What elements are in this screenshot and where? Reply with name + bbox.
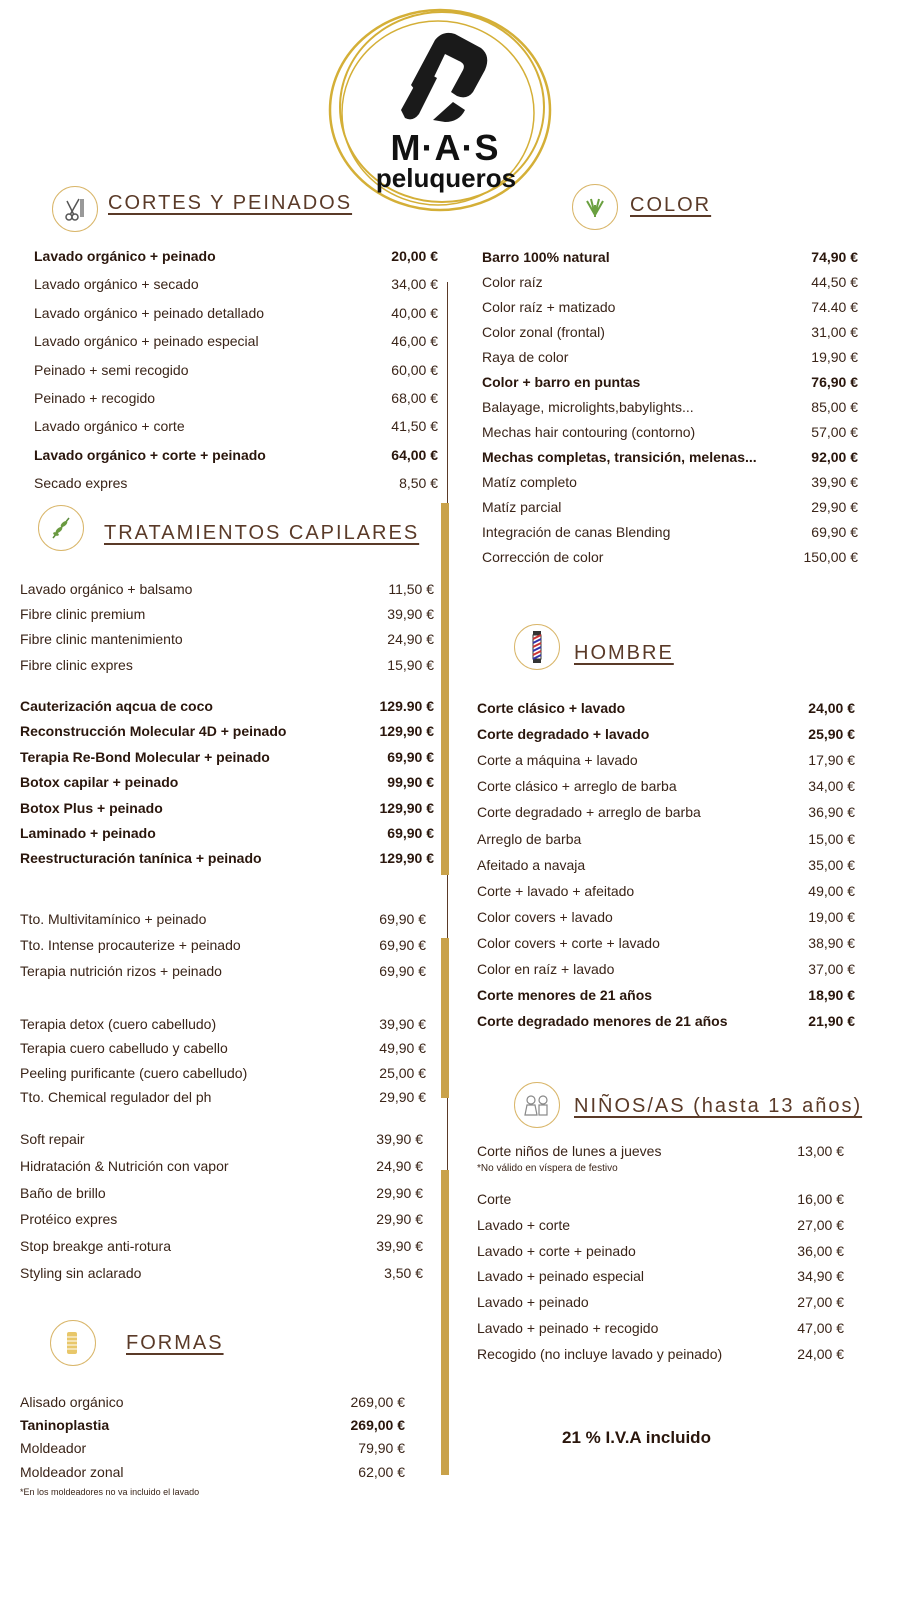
menu-item	[20, 654, 434, 676]
menu-item	[20, 1461, 405, 1483]
menu-item	[477, 697, 855, 719]
item-name: Terapia Re-Bond Molecular + peinado	[20, 749, 270, 765]
menu-item	[20, 771, 434, 793]
item-price: 20,00 €	[391, 248, 438, 264]
menu-item	[20, 1182, 423, 1204]
item-name: Terapia cuero cabelludo y cabello	[20, 1040, 228, 1056]
menu-item	[482, 271, 858, 293]
kids-icon	[514, 1082, 560, 1128]
item-price: 49,00 €	[808, 883, 855, 899]
item-name: Lavado + corte + peinado	[477, 1243, 636, 1259]
menu-item	[34, 387, 438, 409]
item-price: 8,50 €	[399, 475, 438, 491]
logo-subtitle: peluqueros	[375, 163, 517, 193]
item-name: Raya de color	[482, 349, 569, 365]
item-price: 150,00 €	[803, 549, 858, 565]
menu-item	[34, 472, 438, 494]
item-price: 39,90 €	[387, 606, 434, 622]
item-price: 85,00 €	[811, 399, 858, 415]
menu-item	[20, 1037, 426, 1059]
section-title-tratamientos: TRATAMIENTOS CAPILARES	[104, 522, 420, 544]
menu-item	[477, 749, 855, 771]
menu-item	[20, 847, 434, 869]
item-name: Hidratación & Nutrición con vapor	[20, 1158, 229, 1174]
item-price: 92,00 €	[811, 449, 858, 465]
menu-item	[20, 1414, 405, 1436]
item-name: Lavado + peinado + recogido	[477, 1320, 659, 1336]
item-price: 39,90 €	[811, 474, 858, 490]
item-price: 35,00 €	[808, 857, 855, 873]
gold-bar-2	[441, 938, 449, 1098]
item-price: 129,90 €	[379, 723, 434, 739]
item-name: Lavado orgánico + corte	[34, 418, 185, 434]
item-name: Peeling purificante (cuero cabelludo)	[20, 1065, 248, 1081]
item-price: 46,00 €	[391, 333, 438, 349]
item-name: Corte	[477, 1191, 512, 1207]
menu-item	[34, 302, 438, 324]
item-price: 19,00 €	[808, 909, 855, 925]
item-price: 31,00 €	[811, 324, 858, 340]
item-name: Cauterización aqcua de coco	[20, 698, 213, 714]
menu-item	[477, 1240, 844, 1262]
item-name: Taninoplastia	[20, 1417, 110, 1433]
item-price: 29,90 €	[379, 1089, 426, 1105]
item-name: Botox Plus + peinado	[20, 800, 163, 816]
item-name: Peinado + recogido	[34, 390, 156, 406]
item-name: Matíz parcial	[482, 499, 562, 515]
item-price: 36,90 €	[808, 804, 855, 820]
menu-item	[20, 578, 434, 600]
menu-item	[20, 1262, 423, 1284]
section-title-formas: FORMAS	[126, 1332, 224, 1354]
item-name: Terapia detox (cuero cabelludo)	[20, 1016, 217, 1032]
menu-item	[20, 1013, 426, 1035]
item-name: Lavado orgánico + secado	[34, 276, 199, 292]
item-name: Laminado + peinado	[20, 825, 156, 841]
item-name: Fibre clinic expres	[20, 657, 133, 673]
item-price: 18,90 €	[808, 987, 855, 1003]
item-name: Moldeador	[20, 1440, 87, 1456]
item-price: 24,00 €	[797, 1346, 844, 1362]
item-name: Corte degradado menores de 21 años	[477, 1013, 728, 1029]
section-title-color: COLOR	[630, 194, 712, 216]
item-price: 25,00 €	[379, 1065, 426, 1081]
item-name: Corte menores de 21 años	[477, 987, 653, 1003]
item-name: Terapia nutrición rizos + peinado	[20, 963, 222, 979]
item-name: Corte degradado + lavado	[477, 726, 650, 742]
item-name: Lavado orgánico + balsamo	[20, 581, 193, 597]
menu-item	[34, 444, 438, 466]
item-name: Color raíz	[482, 274, 543, 290]
menu-item	[20, 1391, 405, 1413]
menu-item	[20, 1437, 405, 1459]
item-price: 17,90 €	[808, 752, 855, 768]
item-price: 34,90 €	[797, 1268, 844, 1284]
menu-item	[482, 521, 858, 543]
menu-item	[20, 1208, 423, 1230]
menu-item	[482, 246, 858, 268]
item-name: Corrección de color	[482, 549, 604, 565]
item-name: Mechas hair contouring (contorno)	[482, 424, 696, 440]
item-price: 49,90 €	[379, 1040, 426, 1056]
menu-item	[477, 1317, 844, 1339]
menu-item	[34, 330, 438, 352]
menu-item	[482, 471, 858, 493]
menu-item	[482, 496, 858, 518]
item-price: 269,00 €	[350, 1417, 405, 1433]
item-price: 37,00 €	[808, 961, 855, 977]
item-price: 74.40 €	[811, 299, 858, 315]
formas-note: *En los moldeadores no va incluido el lavado	[20, 1487, 200, 1497]
item-name: Tto. Chemical regulador del ph	[20, 1089, 212, 1105]
item-name: Reconstrucción Molecular 4D + peinado	[20, 723, 287, 739]
comb-icon	[50, 1320, 96, 1366]
item-name: Peinado + semi recogido	[34, 362, 189, 378]
item-name: Corte clásico + arreglo de barba	[477, 778, 677, 794]
menu-item	[477, 775, 855, 797]
item-price: 69,90 €	[379, 963, 426, 979]
item-name: Fibre clinic mantenimiento	[20, 631, 183, 647]
menu-item	[20, 746, 434, 768]
menu-item	[34, 415, 438, 437]
item-price: 27,00 €	[797, 1294, 844, 1310]
logo-title: M·A·S	[390, 127, 500, 168]
menu-item	[20, 908, 426, 930]
item-name: Lavado orgánico + peinado	[34, 248, 216, 264]
menu-item	[34, 245, 438, 267]
item-price: 29,90 €	[811, 499, 858, 515]
item-price: 15,00 €	[808, 831, 855, 847]
item-name: Corte degradado + arreglo de barba	[477, 804, 701, 820]
item-price: 13,00 €	[797, 1143, 844, 1159]
item-name: Balayage, microlights,babylights...	[482, 399, 694, 415]
item-price: 69,90 €	[379, 911, 426, 927]
item-name: Moldeador zonal	[20, 1464, 124, 1480]
item-price: 69,90 €	[379, 937, 426, 953]
item-price: 24,90 €	[376, 1158, 423, 1174]
item-price: 76,90 €	[811, 374, 858, 390]
menu-item	[477, 958, 855, 980]
menu-item	[20, 1086, 426, 1108]
item-price: 11,50 €	[388, 581, 434, 597]
item-price: 29,90 €	[376, 1211, 423, 1227]
item-name: Lavado orgánico + peinado detallado	[34, 305, 265, 321]
item-name: Lavado orgánico + peinado especial	[34, 333, 259, 349]
item-name: Color covers + lavado	[477, 909, 613, 925]
item-name: Barro 100% natural	[482, 249, 610, 265]
item-name: Stop breakge anti-rotura	[20, 1238, 171, 1254]
menu-item	[477, 854, 855, 876]
menu-item	[20, 695, 434, 717]
menu-item	[482, 321, 858, 343]
item-price: 129,90 €	[379, 850, 434, 866]
item-name: Baño de brillo	[20, 1185, 106, 1201]
item-price: 99,90 €	[387, 774, 434, 790]
menu-item	[20, 797, 434, 819]
item-price: 69,90 €	[387, 749, 434, 765]
item-price: 15,90 €	[387, 657, 434, 673]
item-name: Protéico expres	[20, 1211, 118, 1227]
menu-item	[20, 1155, 423, 1177]
menu-item	[477, 1214, 844, 1236]
item-price: 44,50 €	[811, 274, 858, 290]
item-price: 34,00 €	[808, 778, 855, 794]
menu-item	[20, 960, 426, 982]
item-price: 129,90 €	[379, 800, 434, 816]
item-name: Lavado + corte	[477, 1217, 571, 1233]
item-name: Corte niños de lunes a jueves	[477, 1143, 662, 1159]
item-price: 39,90 €	[376, 1131, 423, 1147]
item-price: 34,00 €	[391, 276, 438, 292]
menu-item	[482, 371, 858, 393]
item-name: Matíz completo	[482, 474, 577, 490]
iva-note: 21 % I.V.A incluido	[562, 1428, 711, 1447]
item-price: 62,00 €	[358, 1464, 405, 1480]
item-name: Afeitado a navaja	[477, 857, 586, 873]
gold-bar-1	[441, 503, 449, 875]
item-price: 79,90 €	[358, 1440, 405, 1456]
menu-item	[482, 296, 858, 318]
item-price: 38,90 €	[808, 935, 855, 951]
menu-item	[477, 984, 855, 1006]
menu-item	[477, 723, 855, 745]
menu-item	[20, 1062, 426, 1084]
item-name: Corte + lavado + afeitado	[477, 883, 635, 899]
scissors-comb-icon	[52, 186, 98, 232]
item-name: Color covers + corte + lavado	[477, 935, 660, 951]
item-name: Recogido (no incluye lavado y peinado)	[477, 1346, 723, 1362]
item-name: Fibre clinic premium	[20, 606, 146, 622]
menu-item	[477, 1188, 844, 1210]
item-price: 269,00 €	[350, 1394, 405, 1410]
item-price: 40,00 €	[391, 305, 438, 321]
item-name: Color zonal (frontal)	[482, 324, 605, 340]
ninos-note: *No válido en víspera de festivo	[477, 1163, 618, 1174]
item-price: 41,50 €	[391, 418, 438, 434]
gold-bar-3	[441, 1170, 449, 1475]
item-price: 74,90 €	[811, 249, 858, 265]
item-price: 36,00 €	[797, 1243, 844, 1259]
item-name: Lavado + peinado	[477, 1294, 589, 1310]
item-price: 16,00 €	[797, 1191, 844, 1207]
item-name: Soft repair	[20, 1131, 85, 1147]
menu-item	[20, 603, 434, 625]
item-price: 24,90 €	[387, 631, 434, 647]
item-price: 47,00 €	[797, 1320, 844, 1336]
menu-item	[482, 421, 858, 443]
item-name: Styling sin aclarado	[20, 1265, 142, 1281]
menu-item	[477, 1343, 844, 1365]
menu-item	[477, 932, 855, 954]
item-name: Arreglo de barba	[477, 831, 582, 847]
ninos-first-item	[477, 1140, 844, 1162]
item-price: 68,00 €	[391, 390, 438, 406]
item-price: 60,00 €	[391, 362, 438, 378]
item-price: 19,90 €	[811, 349, 858, 365]
menu-item	[482, 396, 858, 418]
item-price: 129.90 €	[379, 698, 434, 714]
leaf-icon	[38, 505, 84, 551]
menu-item	[477, 906, 855, 928]
item-name: Alisado orgánico	[20, 1394, 124, 1410]
menu-item	[20, 628, 434, 650]
item-price: 27,00 €	[797, 1217, 844, 1233]
item-price: 57,00 €	[811, 424, 858, 440]
item-price: 25,90 €	[808, 726, 855, 742]
item-price: 3,50 €	[384, 1265, 423, 1281]
item-name: Color en raíz + lavado	[477, 961, 615, 977]
menu-item	[20, 1128, 423, 1150]
item-name: Botox capilar + peinado	[20, 774, 179, 790]
item-name: Secado expres	[34, 475, 128, 491]
menu-item	[482, 446, 858, 468]
section-title-cortes: CORTES Y PEINADOS	[108, 192, 353, 214]
logo-mark-icon	[393, 30, 493, 125]
item-name: Tto. Intense procauterize + peinado	[20, 937, 241, 953]
item-name: Corte clásico + lavado	[477, 700, 626, 716]
item-name: Color + barro en puntas	[482, 374, 641, 390]
menu-item	[20, 1235, 423, 1257]
menu-item	[477, 880, 855, 902]
menu-item	[477, 801, 855, 823]
item-price: 39,90 €	[376, 1238, 423, 1254]
section-title-ninos: NIÑOS/AS (hasta 13 años)	[574, 1095, 863, 1117]
item-price: 21,90 €	[808, 1013, 855, 1029]
barber-pole-icon	[514, 624, 560, 670]
item-name: Mechas completas, transición, melenas...	[482, 449, 757, 465]
item-name: Lavado + peinado especial	[477, 1268, 644, 1284]
item-price: 39,90 €	[379, 1016, 426, 1032]
item-price: 69,90 €	[387, 825, 434, 841]
item-name: Corte a máquina + lavado	[477, 752, 638, 768]
menu-item	[477, 1010, 855, 1032]
menu-item	[20, 822, 434, 844]
menu-item	[477, 828, 855, 850]
item-name: Tto. Multivitamínico + peinado	[20, 911, 207, 927]
item-name: Reestructuración tanínica + peinado	[20, 850, 262, 866]
menu-item	[20, 934, 426, 956]
item-price: 29,90 €	[376, 1185, 423, 1201]
item-price: 69,90 €	[811, 524, 858, 540]
plant-icon	[572, 184, 618, 230]
menu-item	[482, 346, 858, 368]
item-name: Color raíz + matizado	[482, 299, 616, 315]
menu-item	[20, 720, 434, 742]
menu-item	[477, 1265, 844, 1287]
item-price: 64,00 €	[391, 447, 438, 463]
item-name: Integración de canas Blending	[482, 524, 671, 540]
item-price: 24,00 €	[808, 700, 855, 716]
menu-item	[34, 359, 438, 381]
menu-item	[34, 273, 438, 295]
menu-item	[477, 1291, 844, 1313]
menu-item	[482, 546, 858, 568]
section-title-hombre: HOMBRE	[574, 642, 674, 664]
item-name: Lavado orgánico + corte + peinado	[34, 447, 266, 463]
